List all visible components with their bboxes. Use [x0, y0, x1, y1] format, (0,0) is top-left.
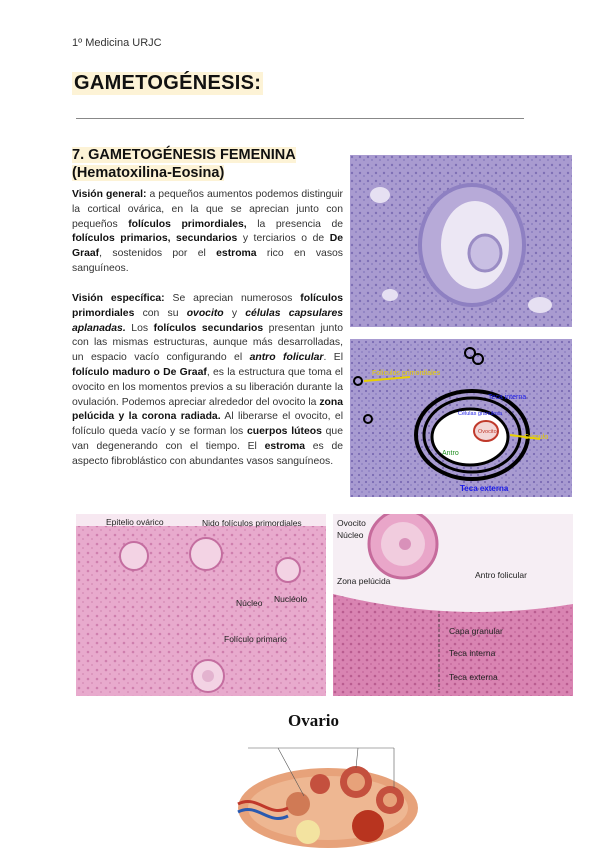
paragraph-specific-view: Visión específica: Se aprecian numerosos folículos primordiales con su ovocito y células capsulares aplanadas. Los folículos secundarios presentan junto con las mismas estructuras, aunque más desarrolladas, un espacio vacío configurando el antro folicular. El folículo maduro o De Graaf, es la estructura que toma el ovocito en los momentos previos a su liberación durante la ovulación. Podemos apreciar alrededor del ovocito la zona pelúcida y la corona radiada. Al liberarse el ovocito, el folículo queda vacío y se forman los cuerpos lúteos que van degenerando con el tiempo. El estroma es de aspecto fibroblástico con abundantes vasos sanguíneos.	[72, 293, 344, 467]
document-header: 1º Medicina URJC	[72, 37, 162, 49]
label-cumulo: Cúmulo	[524, 434, 549, 441]
page-title: GAMETOGÉNESIS:	[74, 72, 262, 94]
title-divider	[76, 118, 524, 119]
micrograph-annotated-follicle	[350, 339, 572, 497]
label-zona: Zona pelúcida	[337, 576, 391, 586]
label-nucleo: Núcleo	[236, 598, 263, 608]
label-primordiales: Folículos primordiales	[372, 370, 441, 377]
section-heading-line2: (Hematoxilina-Eosina)	[72, 165, 225, 181]
label-epitelio: Epitelio ovárico	[106, 517, 164, 527]
diagram-title: Ovario	[288, 711, 339, 730]
micrograph-primordial-follicles	[76, 514, 326, 696]
label-teca-externa-4: Teca externa	[449, 672, 498, 682]
label-nucleolo: Nucléolo	[274, 594, 308, 604]
label-teca-externa: Teca externa	[460, 484, 509, 493]
paragraph-general-view: Visión general: a pequeños aumentos podemos distinguir la cortical ovárica, en la que se aprecian junto con pequeños folículos primordiales, la presencia de folículos primarios, secundarios y terciarios o de De Graaf, sostenidos por el estroma rico en vasos sanguíneos.	[72, 189, 344, 274]
label-antro-folicular: Antro folicular	[475, 570, 527, 580]
micrograph-large-follicle	[333, 514, 573, 696]
label-primario: Folículo primario	[224, 634, 287, 644]
label-antro: Antro	[442, 450, 459, 457]
label-ovocito-4: Ovocito	[337, 518, 366, 528]
label-celulas-granulosa: Células granulosa	[458, 411, 503, 417]
ovary-diagram	[208, 708, 434, 848]
label-capa-granular: Capa granular	[449, 626, 503, 636]
label-teca-interna-4: Teca interna	[449, 648, 496, 658]
section-heading-line1: 7. GAMETOGÉNESIS FEMENINA	[72, 147, 296, 163]
micrograph-ovary-cortex	[350, 155, 572, 327]
section-heading	[72, 146, 296, 182]
label-ovocito: Ovocito	[478, 429, 497, 435]
label-teca-interna: Teca interna	[488, 394, 527, 401]
label-nido-line: Nido folículos primordiales	[202, 518, 302, 528]
label-nucleo-4: Núcleo	[337, 530, 364, 540]
